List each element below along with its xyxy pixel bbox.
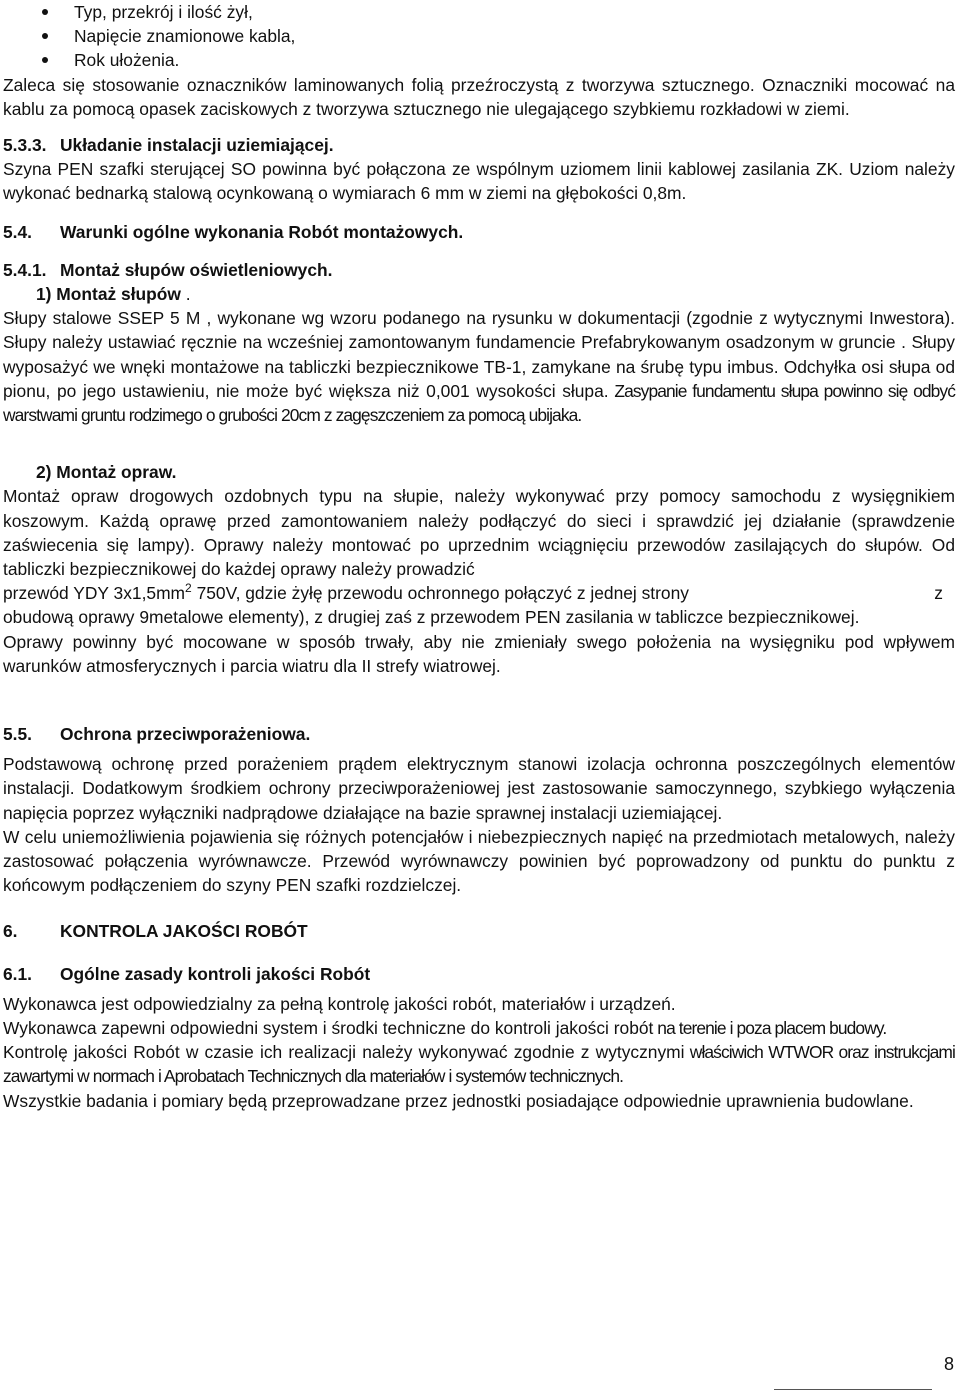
paragraph-luminaires: Montaż opraw drogowych ozdobnych typu na słupie, należy wykonywać przy pomocy samochodu z wysięgnikiem koszowym. Każdą oprawę przed zamontowaniem należy podłączyć do sieci i sprawdzić jej działanie (sprawdzenie zaświecenia się lampy). Oprawy należy montować po uprzednim wciągnięciu przewodów zasilających do słupów. Od tabliczki bezpiecznikowej do każdej oprawy należy prowadzić	[3, 486, 955, 580]
paragraph-steel-poles	[3, 306, 955, 427]
section-number: 5.5.	[3, 724, 33, 745]
paragraph-text-condensed: właściwich WTWOR oraz instrukcjami zawartymi w normach i Aprobatach Technicznych dla materiałów i systemów technicznych.	[3, 1042, 955, 1087]
paragraph-basic-protection: Podstawową ochronę przed porażeniem prądem elektrycznym stanowi izolacja ochronna poszczególnych elementów instalacji. Dodatkowym środkiem ochrony przeciwporażeniowej jest zastosowanie samoczynnego, szybkiego wyłączenia napięcia poprzez wyłączniki nadprądowe działające na bazie sprawnej instalacji uziemiającej.	[3, 754, 955, 823]
paragraph-luminaires-wire-line	[3, 581, 955, 605]
list-heading-pole-mounting	[3, 282, 955, 306]
section-heading-5-3-3	[3, 133, 955, 157]
section-heading-6	[3, 919, 955, 943]
section-title: KONTROLA JAKOŚCI ROBÓT	[60, 921, 308, 942]
section-title: Montaż słupów oświetleniowych.	[60, 259, 333, 280]
wire-superscript: 2	[185, 581, 192, 596]
section-title: Układanie instalacji uziemiającej.	[60, 134, 334, 155]
paragraph-pen-bus: Szyna PEN szafki sterującej SO powinna być połączona ze wspólnym uziomem linii kablowej zasilania ZK. Uziom należy wykonać bednarką stalową ocynkowaną o wymiarach 6 mm w ziemi na głębokości 0,8m.	[3, 159, 955, 204]
paragraph-text: Kontrolę jakości Robót w czasie ich realizacji należy wykonywać zgodnie z wytycznymi	[3, 1042, 685, 1063]
section-title: Warunki ogólne wykonania Robót montażowych.	[60, 221, 464, 242]
list-item: Napięcie znamionowe kabla,	[3, 24, 955, 48]
paragraph-equipotential: W celu uniemożliwienia pojawienia się różnych potencjałów i niebezpiecznych napięć na przedmiotach metalowych, należy zastosować połączenia wyrównawcze. Przewód wyrównawczy powinien być poprowadzony od punktu do punktu z końcowym podłączeniem do szyny PEN szafki rozdzielczej.	[3, 826, 955, 896]
paragraph-tests: Wszystkie badania i pomiary będą przeprowadzane przez jednostki posiadające odpowiednie uprawnienia budowlane.	[3, 1090, 914, 1111]
section-heading-5-5	[3, 722, 955, 746]
list-item: Typ, przekrój i ilość żył,	[3, 0, 955, 24]
paragraph-text: Słupy stalowe SSEP 5 M , wykonane wg wzoru podanego na rysunku w dokumentacji (zgodnie z wytycznymi Inwestora). Słupy należy ustawiać ręcznie na wcześniej zamontowanym fundamencie Prefabrykowanym osadzonym w gruncie . Słupy wyposażyć we wnęki montażowe na tabliczki bezpiecznikowe TB-1, zamykane na śrubę typu imbus. Odchyłka osi słupa od pionu, po jego ustawieniu, nie może być większa niż 0,001 wysokości słupa.	[3, 308, 955, 401]
section-number: 5.3.3.	[3, 134, 47, 155]
section-title: Ochrona przeciwporażeniowa.	[60, 724, 311, 745]
section-heading-5-4	[3, 220, 955, 244]
section-title: Ogólne zasady kontroli jakości Robót	[60, 963, 371, 984]
paragraph-quality-control	[3, 1040, 955, 1088]
section-heading-6-1	[3, 962, 955, 986]
wire-text	[3, 581, 689, 605]
section-heading-5-4-1	[3, 258, 955, 282]
list-heading-luminaire-mounting: 2) Montaż opraw.	[36, 462, 177, 483]
paragraph-contractor-system	[3, 1016, 955, 1040]
paragraph-marker-labels: Zaleca się stosowanie oznaczników laminowanych folią przeźroczystą z tworzywa sztucznego. Oznaczniki mocować na kablu za pomocą opasek zaciskowych z tworzywa sztucznego nie ulegającego szybkiemu rozkładowi w ziemi.	[3, 74, 955, 119]
paragraph-text-condensed: na terenie i poza placem budowy.	[653, 1018, 887, 1039]
page-content	[3, 0, 955, 1113]
section-number: 6.1.	[3, 963, 33, 984]
section-number: 5.4.1.	[3, 259, 47, 280]
cable-marking-list	[3, 0, 955, 73]
wire-end-word: z	[934, 583, 943, 604]
paragraph-text-condensed: Zasypanie fundamentu słupa powinno się odbyć warstwami gruntu rodzimego o grubości 20cm z zagęszczeniem za pomocą ubijaka.	[3, 380, 956, 425]
list-item: Rok ułożenia.	[3, 48, 955, 72]
paragraph-text: Wykonawca zapewni odpowiedni system i środki techniczne do kontroli jakości robót	[3, 1018, 654, 1039]
section-number: 6.	[3, 921, 18, 942]
page-number: 8	[943, 1354, 954, 1374]
paragraph-luminaire-housing: obudową oprawy 9metalowe elementy), z drugiej zaś z przewodem PEN zasilania w tabliczce bezpiecznikowej.	[3, 607, 860, 628]
list-heading-text: 1) Montaż słupów	[36, 283, 181, 304]
wire-continued: 750V, gdzie żyłę przewodu ochronnego połączyć z jednej strony	[191, 583, 689, 604]
wire-spec: przewód YDY 3x1,5mm	[3, 583, 186, 604]
paragraph-luminaire-fixing: Oprawy powinny być mocowane w sposób trwały, aby nie zmieniały swego położenia na wysięgniku pod wpływem warunków atmosferycznych i parcia wiatru dla II strefy wiatrowej.	[3, 631, 955, 676]
list-heading-dot: .	[180, 283, 191, 304]
footer-divider	[774, 1389, 932, 1390]
section-number: 5.4.	[3, 221, 33, 242]
paragraph-contractor-responsibility: Wykonawca jest odpowiedzialny za pełną kontrolę jakości robót, materiałów i urządzeń.	[3, 993, 676, 1014]
